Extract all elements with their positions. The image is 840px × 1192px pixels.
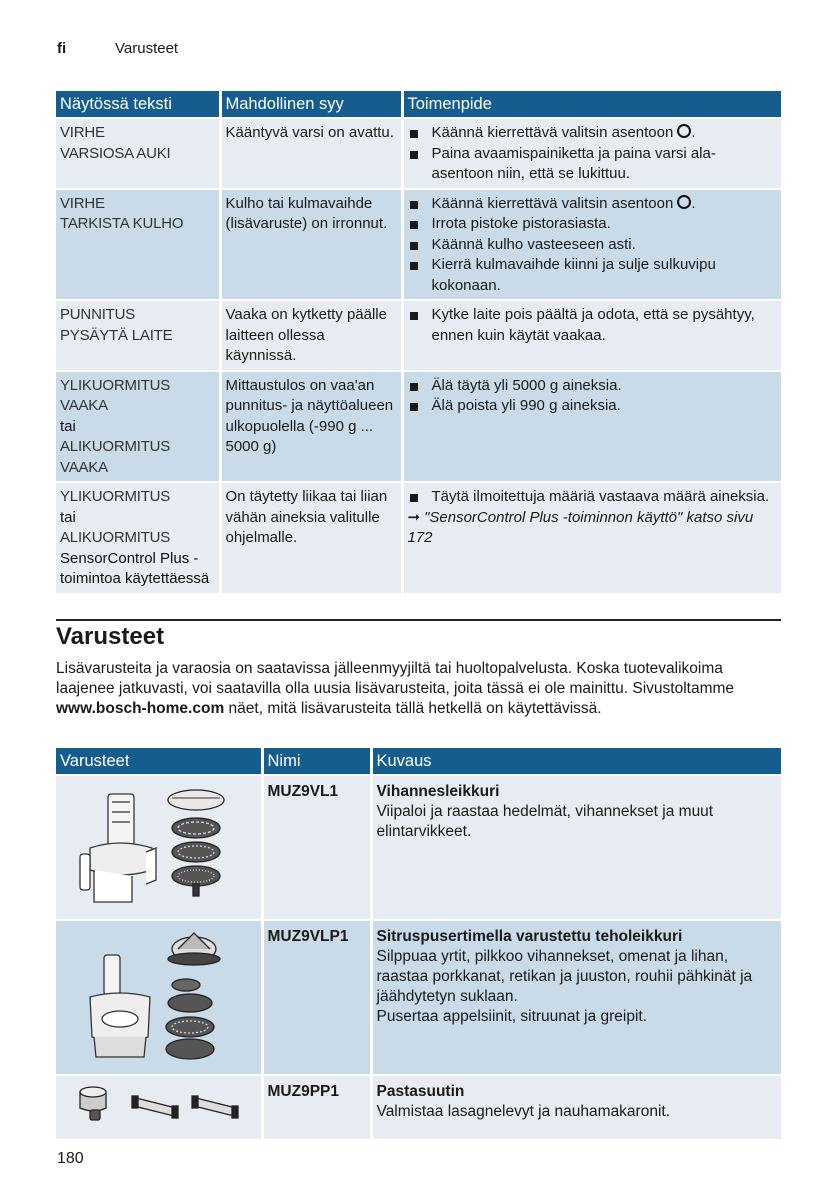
accessory-title: Vihannesleikkuri (376, 783, 500, 800)
accessory-description: Viipaloi ja raastaa hedelmät, vihannekset ja muut elintarvikkeet. (376, 803, 714, 840)
intro-text: näet, mitä lisävarusteita tällä hetkellä on käytettävissä. (224, 700, 602, 717)
display-line: VAAKA (60, 397, 108, 414)
action-item: Käännä kierrettävä valitsin asentoon . (408, 194, 778, 215)
display-text-cell (56, 300, 220, 371)
accessory-code: MUZ9VLP1 (262, 920, 371, 1075)
display-line: SensorControl Plus -toimintoa käytettäessä (60, 549, 210, 587)
action-item: Älä poista yli 990 g aineksia. (408, 396, 778, 417)
action-cell (402, 189, 781, 301)
action-text: Käännä kierrettävä valitsin asentoon (431, 194, 674, 212)
display-line: PUNNITUS (60, 306, 136, 323)
website-link[interactable]: www.bosch-home.com (56, 700, 225, 717)
display-line: tai (60, 508, 76, 526)
display-text-cell (56, 118, 220, 189)
table-row (56, 482, 781, 593)
table-row (56, 118, 781, 189)
action-cell (402, 118, 781, 189)
table-row (56, 920, 781, 1075)
col-header-possible-cause: Mahdollinen syy (220, 91, 402, 118)
intro-paragraph (56, 659, 781, 719)
table-header-row (56, 748, 781, 775)
vegetable-cutter-icon (60, 782, 258, 910)
off-position-icon (677, 195, 691, 209)
col-header-accessory: Varusteet (56, 748, 262, 775)
action-item: Täytä ilmoitettuja määriä vastaava määrä aineksia. (408, 487, 778, 508)
display-line: VARSIOSA AUKI (60, 144, 171, 162)
troubleshooting-table (56, 91, 781, 593)
cause-cell: On täytetty liikaa tai liian vähän aineksia valitulle ohjelmalle. (220, 482, 402, 593)
col-header-name: Nimi (262, 748, 371, 775)
accessory-title: Pastasuutin (376, 1083, 465, 1100)
display-line: ALIKUORMITUS (60, 529, 171, 546)
table-header-row (56, 91, 781, 118)
action-item: Kierrä kulmavaihde kiinni ja sulje sulkuvipu kokonaan. (408, 255, 778, 296)
action-item: Käännä kulho vasteeseen asti. (408, 235, 778, 256)
accessory-description: Valmistaa lasagnelevyt ja nauhamakaronit. (376, 1103, 671, 1120)
accessory-image-cell (56, 1075, 262, 1139)
col-header-action: Toimenpide (402, 91, 781, 118)
table-row (56, 775, 781, 920)
food-processor-citrus-press-icon (60, 927, 258, 1065)
accessory-image-cell (56, 775, 262, 920)
action-cell (402, 300, 781, 371)
cross-reference (408, 508, 778, 549)
page-number: 180 (57, 1150, 84, 1167)
display-line: VIRHE (60, 194, 105, 212)
section-divider (56, 619, 781, 621)
section-title: Varusteet (56, 623, 165, 650)
section-name: Varusteet (115, 40, 179, 57)
accessory-description-cell (371, 920, 781, 1075)
action-item: Käännä kierrettävä valitsin asentoon . (408, 123, 778, 144)
accessory-description: Pusertaa appelsiinit, sitruunat ja greipit. (376, 1008, 648, 1025)
display-text-cell (56, 189, 220, 301)
display-line: tai (60, 417, 76, 435)
accessory-code: MUZ9PP1 (262, 1075, 371, 1139)
accessory-description-cell (371, 1075, 781, 1139)
display-text-cell (56, 482, 220, 593)
table-row (56, 189, 781, 301)
accessory-code: MUZ9VL1 (262, 775, 371, 920)
accessory-description: Silppuaa yrtit, pilkkoo vihannekset, omenat ja lihan, raastaa porkkanat, retikan ja juuston, rouhii pähkinät ja jäähdytetyn suklaan. (376, 948, 753, 1005)
action-item: Kytke laite pois päältä ja odota, että se pysähtyy, ennen kuin käytät vaakaa. (408, 305, 778, 346)
reference-text: "SensorControl Plus -toiminnon käyttö" katso sivu 172 (407, 508, 754, 546)
cause-cell: Vaaka on kytketty päälle laitteen ollessa käynnissä. (220, 300, 402, 371)
pasta-attachment-icon (60, 1082, 258, 1130)
cause-cell: Kulho tai kulmavaihde (lisävaruste) on irronnut. (220, 189, 402, 301)
language-code: fi (57, 40, 67, 57)
table-row (56, 371, 781, 483)
col-header-description: Kuvaus (371, 748, 781, 775)
cause-cell: Mittaustulos on vaa'an punnitus- ja näyttöalueen ulkopuolella (-990 g ... 5000 g) (220, 371, 402, 483)
action-text: Käännä kierrettävä valitsin asentoon (431, 124, 674, 141)
display-line: VIRHE (60, 124, 105, 141)
display-line: YLIKUORMITUS (60, 488, 171, 505)
action-item: Paina avaamispainiketta ja paina varsi ala-asentoon niin, että se lukittuu. (408, 144, 778, 185)
action-cell (402, 482, 781, 593)
accessory-image-cell (56, 920, 262, 1075)
display-line: TARKISTA KULHO (60, 215, 184, 232)
accessory-description-cell (371, 775, 781, 920)
cause-cell: Kääntyvä varsi on avattu. (220, 118, 402, 189)
action-item: Älä täytä yli 5000 g aineksia. (408, 376, 778, 397)
display-text-cell (56, 371, 220, 483)
action-cell (402, 371, 781, 483)
arrow-right-icon: ➞ (407, 508, 421, 526)
table-row (56, 1075, 781, 1139)
action-item: Irrota pistoke pistorasiasta. (408, 214, 778, 235)
display-line: VAAKA (60, 458, 108, 476)
display-line: YLIKUORMITUS (60, 376, 171, 394)
intro-text: Lisävarusteita ja varaosia on saatavissa jälleenmyyjiltä tai huoltopalvelusta. Koska tuotevalikoima laajenee jatkuvasti, voi saatavilla olla uusia lisävarusteita, joita tässä ei ole mainittu. Sivustoltamme (56, 660, 735, 697)
display-line: PYSÄYTÄ LAITE (60, 326, 173, 344)
off-position-icon (677, 124, 691, 138)
accessory-title: Sitruspusertimella varustettu teholeikkuri (376, 928, 683, 945)
table-row (56, 300, 781, 371)
page-header (57, 40, 179, 57)
accessories-table (56, 748, 781, 1139)
display-line: ALIKUORMITUS (60, 438, 171, 455)
col-header-display-text: Näytössä teksti (56, 91, 220, 118)
